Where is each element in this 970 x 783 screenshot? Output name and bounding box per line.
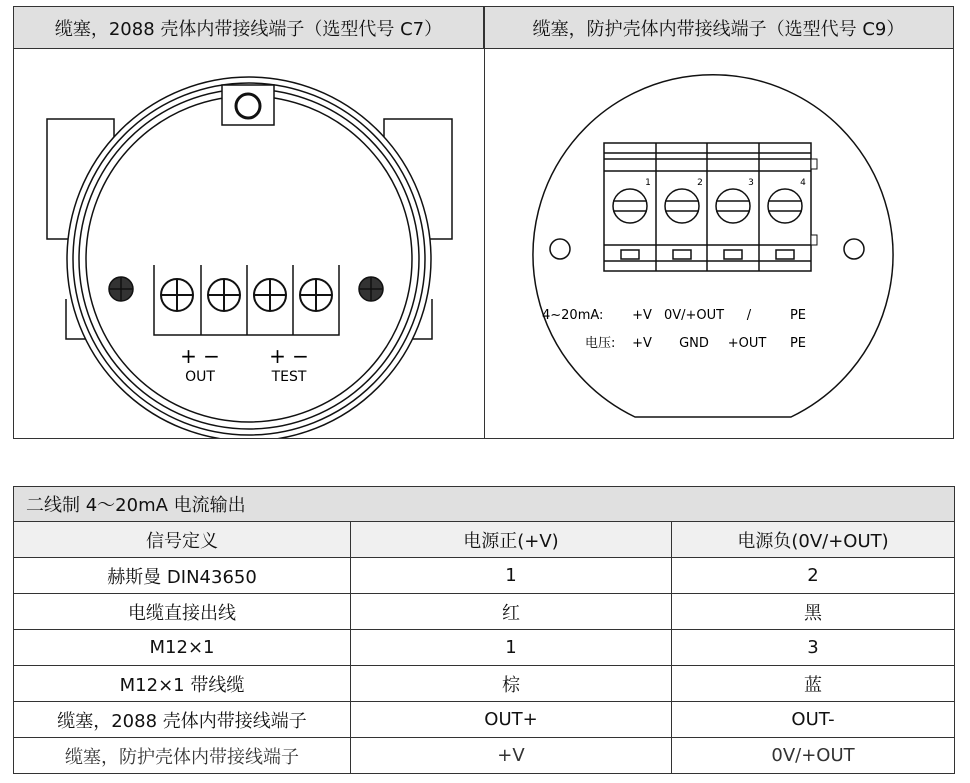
table-row [14, 558, 955, 594]
row2-pin: PE [789, 336, 807, 351]
out-label: OUT [185, 369, 215, 385]
terminal-screw-icon [300, 279, 332, 311]
table-cell: 1 [351, 558, 672, 594]
right-mount-hole-icon [844, 239, 864, 259]
left-mount-hole-icon [550, 239, 570, 259]
table-row [14, 630, 955, 666]
out-polarity: + − [180, 344, 220, 368]
table-cell: 电缆直接出线 [14, 594, 351, 630]
row2-pin: +V [632, 336, 652, 351]
row2-label: 电压: [585, 336, 616, 351]
terminal-number: 2 [697, 178, 703, 188]
test-polarity: + − [269, 344, 309, 368]
wiring-diagram-panel [13, 6, 954, 439]
table-cell: 缆塞，2088 壳体内带接线端子 [14, 702, 351, 738]
terminal-number: 1 [645, 178, 651, 188]
row1-pin: / [746, 308, 752, 323]
row1-pin: 0V/+OUT [663, 308, 725, 323]
c9-housing-diagram [485, 49, 953, 438]
row1-pin: +V [632, 308, 652, 323]
row2-pin: GND [679, 336, 709, 351]
table-title: 二线制 4～20mA 电流输出 [14, 487, 955, 522]
table-cell: OUT- [672, 702, 955, 738]
table-cell: 蓝 [672, 666, 955, 702]
table-cell: M12×1 [14, 630, 351, 666]
top-screw-icon [236, 94, 260, 118]
terminal-number: 4 [800, 178, 806, 188]
table-cell: 1 [351, 630, 672, 666]
table-cell: +V [351, 738, 672, 774]
table-row [14, 702, 955, 738]
table-cell: 3 [672, 630, 955, 666]
terminal-screw-icon [254, 279, 286, 311]
table-row [14, 666, 955, 702]
left-ground-screw-icon [109, 277, 133, 301]
wiring-table [13, 486, 955, 774]
terminal-screw-icon [208, 279, 240, 311]
row1-label: 4~20mA: [542, 308, 604, 323]
c9-header: 缆塞，防护壳体内带接线端子（选型代号 C9） [484, 7, 953, 49]
table-cell: 黑 [672, 594, 955, 630]
table-cell: 缆塞，防护壳体内带接线端子 [14, 738, 351, 774]
header-cell: 电源正(+V) [351, 522, 672, 558]
table-cell: 红 [351, 594, 672, 630]
row1-pin: PE [789, 308, 807, 323]
c7-housing-diagram [14, 49, 484, 438]
table-cell: 2 [672, 558, 955, 594]
outer-ring [67, 77, 431, 438]
table-cell: M12×1 带线缆 [14, 666, 351, 702]
row2-pin: +OUT [727, 336, 767, 351]
right-ground-screw-icon [359, 277, 383, 301]
table-row [14, 738, 955, 774]
table-cell: 0V/+OUT [672, 738, 955, 774]
c7-header: 缆塞，2088 壳体内带接线端子（选型代号 C7） [14, 7, 484, 49]
header-cell: 电源负(0V/+OUT) [672, 522, 955, 558]
table-title-row [14, 487, 955, 522]
header-cell: 信号定义 [14, 522, 351, 558]
table-cell: OUT+ [351, 702, 672, 738]
table-cell: 赫斯曼 DIN43650 [14, 558, 351, 594]
table-row [14, 594, 955, 630]
terminal-screw-icon [161, 279, 193, 311]
test-label: TEST [271, 369, 307, 385]
table-header-row [14, 522, 955, 558]
table-cell: 棕 [351, 666, 672, 702]
terminal-number: 3 [748, 178, 754, 188]
